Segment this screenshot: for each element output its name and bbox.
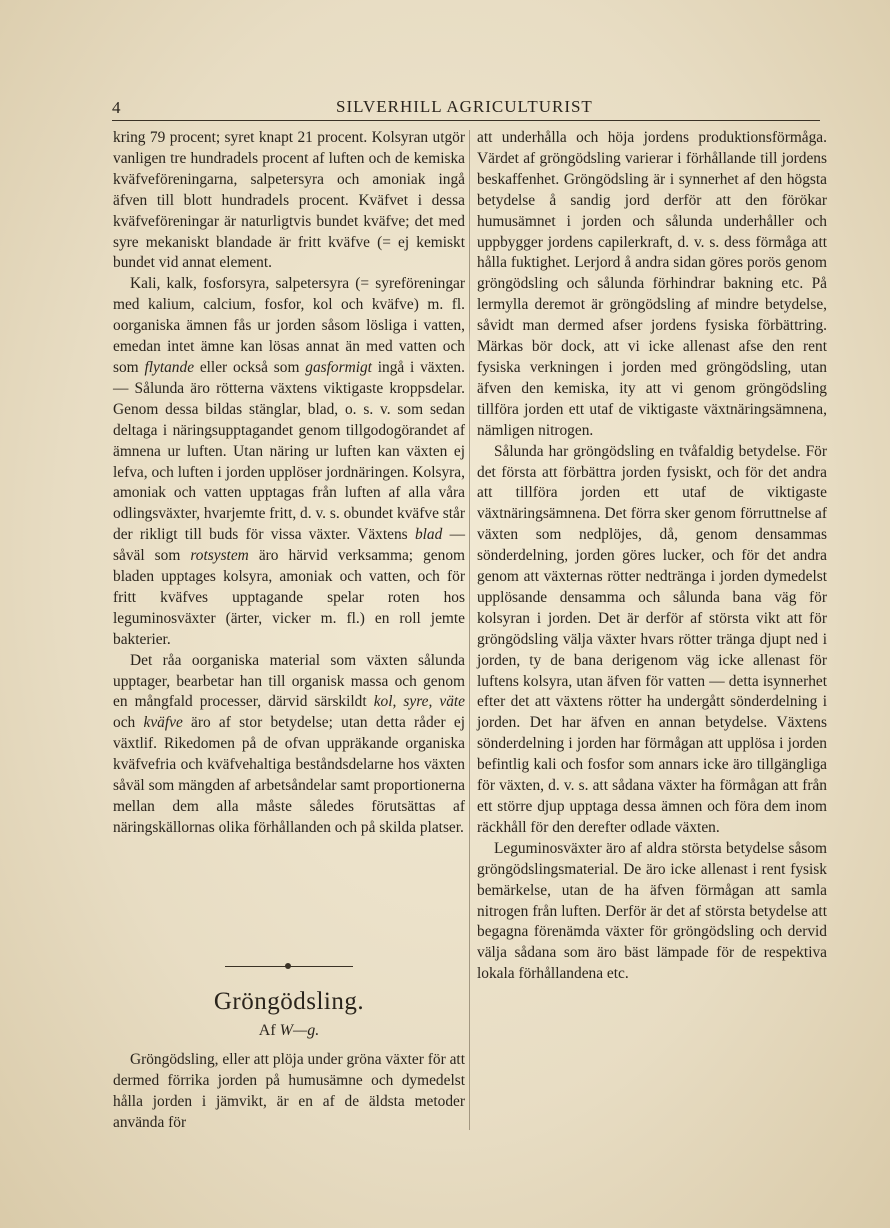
page-header (112, 96, 820, 121)
emphasis: flytande (144, 358, 195, 376)
byline: Af W—g. (258, 1022, 320, 1039)
paragraph: Sålunda har gröngödsling en tvåfaldig betydelse. För det första att förbättra jorden fysiskt, och för det andra att tillföra jorden ett utaf de viktigaste växtnäringsämnena. Det förra sker genom förruttnelse af växten som nedplöjes, då, genom densammas sönderdelning, jorden göres lucker, och för det andra genom att växternas rötter nedtränga i jorden dymedelst upplösande densamma och sålunda bana väg för kolsyran i jorden. Det är derför af största vikt att för gröngödsling välja växter hvars rötter tränga djupt ned i jorden, ty de bana derigenom väg icke allenast för luftens kolsyra, utan äfven för vatten — detta isynnerhet efter det att växtens rötter ha undergått sönderdelning i jorden. Det har äfven en annan betydelse. Växtens sönderdelning i jorden har förmågan att upplösa i jorden befintlig kali och fosfor som annars icke äro tillgängliga för växten, d. v. s. att sådana växter ha förmågan att från ett större djup upptaga dessa ämnen och föra dem inom räckhåll för den derefter odlade växten. (477, 442, 827, 836)
left-column-continued (113, 1050, 465, 1134)
emphasis: kväfve (143, 714, 183, 732)
running-title: SILVERHILL AGRICULTURIST (336, 97, 593, 116)
section-title: Gröngödsling. (213, 988, 365, 1015)
paragraph: Leguminosväxter äro af aldra största betydelse såsom gröngödslingsmaterial. De äro icke allenast i rent fysisk bemärkelse, utan de ha äfven förmågan att samla nitrogen från luften. Derför är det af största betydelse att begagna förenämda växter för gröngödsling och dervid välja sådana som äro bäst lämpade för de respektiva lokala förhållandena etc. (477, 839, 827, 983)
left-column (113, 128, 465, 839)
emphasis: gasformigt (305, 358, 372, 376)
paragraph: Kali, kalk, fosforsyra, salpetersyra (= syreföreningar med kalium, calcium, fosfor, kol och kväfve) m. fl. oorganiska ämnen fås ur jorden såsom lösliga i vatten, emedan intet ämne kan lösas annat än med vatten och som flytande eller också som gasformigt ingå i växten. — Sålunda äro rötterna växtens viktigaste kroppsdelar. Genom dessa bildas stänglar, blad, o. s. v. som sedan deltaga i näringsupptagandet genom tillgodogörandet af ämnena ur luften. Utan näring ur luften kan växten ej lefva, och luften i jorden upplöser jordnäringen. Kolsyra, amoniak och vatten upptagas från luften af alla våra odlingsväxter, hvarjemte fritt, d. v. s. obundet kväfve står der rikligt till buds för vissa växter. Växtens blad — såväl som rotsystem äro härvid verksamma; genom bladen upptages kolsyra, amoniak och vatten, och för fritt kväfves upptagande spelar roten hos leguminosväxter (ärter, vicker m. fl.) en roll jemte bakterier. (113, 275, 465, 648)
paragraph: kring 79 procent; syret knapt 21 procent. Kolsyran utgör vanligen tre hundradels procent af luften och de kemiska kväfveföreningarna, salpetersyra och amoniak ingå äfven till blott hundradels procent. Kväfvet i dessa kväfveföreningar är naturligtvis bundet kväfve; det med syre mekaniskt blandade är fritt kväfve (= ej kemiskt bundet vid annat element. (113, 129, 465, 272)
emphasis: blad (414, 526, 443, 544)
emphasis: rotsystem (190, 547, 249, 565)
page-number: 4 (112, 98, 121, 117)
emphasis: kol, syre, väte (373, 693, 465, 711)
paragraph: Gröngödsling, eller att plöja under gröna växter för att dermed förrika jorden på humusämne och dymedelst hålla jorden i jämvikt, är en af de äldsta metoder använda för (113, 1051, 465, 1131)
right-column (477, 128, 827, 985)
author: W—g. (279, 1022, 320, 1039)
divider-ornament (285, 963, 291, 969)
paragraph: att underhålla och höja jordens produktionsförmåga. Värdet af gröngödsling varierar i förhållande till jordens beskaffenhet. Gröngödsling är i synnerhet af den högsta betydelse å sandig jord derför att den förökar humusämnet i jorden och sålunda underhåller och uppbygger jordens capilerkraft, d. v. s. dess förmåga att hålla fuktighet. Lerjord å andra sidan göres porös genom gröngödsling och sålunda förhindrar bakning etc. På lermylla deremot är gröngödsling af mindre betydelse, såvidt man dermed afser jordens fysiska förbättring. Märkas bör dock, att vi icke allenast afse den rent fysiska verkningen i jorden med gröngödsling, utan äfven den kemiska, ity att vi genom gröngödsling tillföra jorden ett utaf de viktigaste växtnäringsämnena, nämligen nitrogen. (477, 129, 827, 439)
column-divider (469, 130, 470, 1130)
paragraph: Det råa oorganiska material som växten sålunda upptager, bearbetar han till organisk massa och genom en mångfald processer, därvid särskildt kol, syre, väte och kväfve äro af stor betydelse; utan detta råder ej växtlif. Rikedomen på de ofvan uppräkande organiska kväfvefria och kväfvehaltiga beståndsdelarne hos växten såväl som mängden af arbetsåndelar samt proportionerna mellan dem alla måste således förutsättas af näringskällornas olika förhållanden och på skilda platser. (113, 651, 465, 836)
